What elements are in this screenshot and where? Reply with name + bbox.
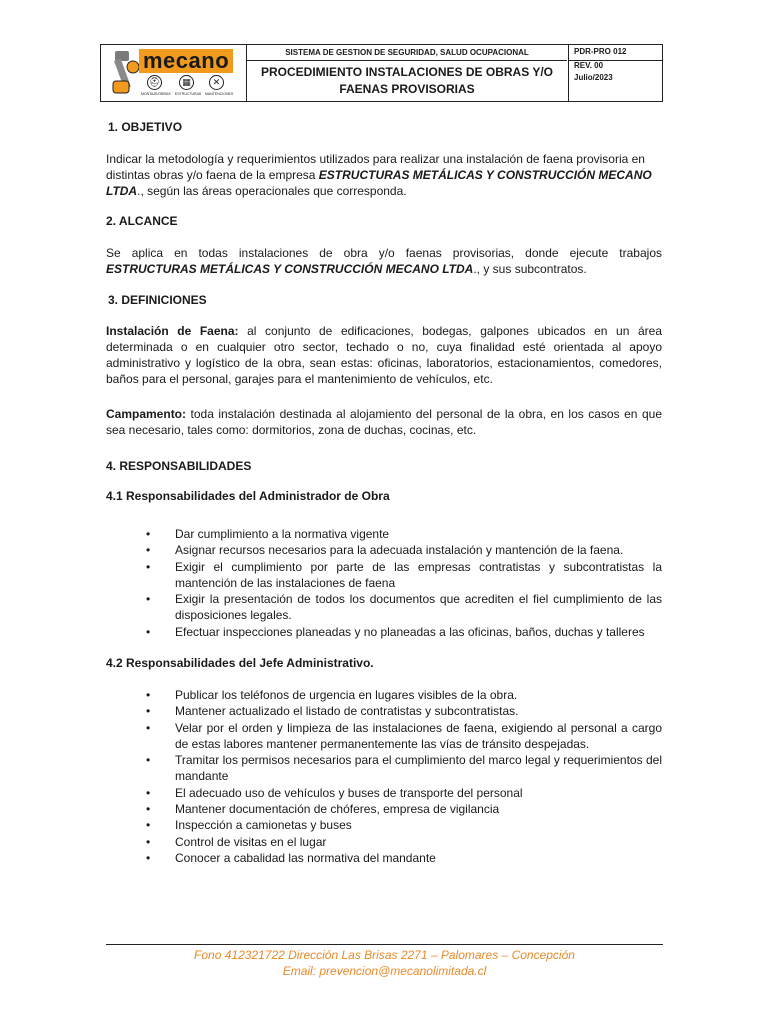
text: ., según las áreas operacionales que corresponda. bbox=[137, 184, 407, 198]
bullet: • bbox=[146, 818, 151, 833]
logo-tag: MANTENCIONES bbox=[205, 92, 234, 96]
list-item bbox=[146, 850, 662, 866]
bullet: • bbox=[146, 720, 151, 735]
logo-wordmark: mecano bbox=[139, 49, 233, 73]
list-item bbox=[146, 801, 662, 817]
definition-campamento bbox=[106, 406, 662, 438]
helmet-icon: ⛑ bbox=[147, 75, 162, 90]
procedure-title-line1: PROCEDIMIENTO INSTALACIONES DE OBRAS Y/O bbox=[260, 65, 554, 79]
logo-tag: ESTRUCTURAS bbox=[175, 92, 202, 96]
list-item-text: El adecuado uso de vehículos y buses de transporte del personal bbox=[175, 785, 523, 800]
bullet: • bbox=[146, 802, 151, 817]
list-item bbox=[146, 559, 662, 592]
document-code: PDR-PRO 012 bbox=[574, 47, 627, 56]
bullet: • bbox=[146, 704, 151, 719]
footer-email: Email: prevencion@mecanolimitada.cl bbox=[282, 964, 487, 978]
bullet: • bbox=[146, 543, 151, 558]
bullet: • bbox=[146, 785, 151, 800]
logo-tags bbox=[141, 92, 241, 98]
term: Campamento: bbox=[106, 407, 187, 421]
list-item-text: Tramitar los permisos necesarios para el cumplimiento del marco legal y requerimientos del mandante bbox=[175, 753, 662, 784]
heading-responsabilidades: 4. RESPONSABILIDADES bbox=[106, 459, 252, 473]
document-control-cell bbox=[568, 45, 663, 101]
list-item bbox=[146, 817, 662, 833]
list-item-text: Dar cumplimiento a la normativa vigente bbox=[175, 527, 390, 541]
heading-jefe-administrativo: 4.2 Responsabilidades del Jefe Administrativo. bbox=[106, 656, 374, 670]
list-item-text: Asignar recursos necesarios para la adecuada instalación y mantención de la faena. bbox=[175, 543, 624, 558]
list-item-text: Efectuar inspecciones planeadas y no planeadas a las oficinas, baños, duchas y talleres bbox=[175, 624, 645, 639]
list-item-text: Inspección a camionetas y buses bbox=[175, 818, 352, 833]
system-title: SISTEMA DE GESTION DE SEGURIDAD, SALUD OCUPACIONAL bbox=[247, 45, 567, 61]
company-name: ESTRUCTURAS METÁLICAS Y CONSTRUCCIÓN MECANO LTDA bbox=[106, 168, 652, 198]
bullet: • bbox=[146, 559, 151, 574]
list-item-text: Exigir la presentación de todos los documentos que acrediten el fiel cumplimiento de las disposiciones legales. bbox=[175, 592, 662, 623]
procedure-title bbox=[247, 61, 567, 101]
tools-icon: ✕ bbox=[209, 75, 224, 90]
text: toda instalación destinada al alojamiento del personal de la obra, en los casos en que sea necesario, tales como: dormitorios, zona de duchas, cocinas, etc. bbox=[106, 407, 662, 437]
footer-divider bbox=[106, 944, 663, 945]
list-item bbox=[146, 542, 662, 558]
list-item bbox=[146, 834, 662, 850]
procedure-title-line2: FAENAS PROVISORIAS bbox=[339, 82, 475, 96]
text: al conjunto de edificaciones, bodegas, galpones ubicados en un área determinada o en cualquier otro sector, techado o no, cuya finalidad esté orientada al apoyo administrativo y logístico de la obra, sean estas: oficinas, laboratorios, estacionamientos, comedores, baños para el personal, garajes para el mantenimiento de vehículos, etc. bbox=[106, 324, 662, 386]
bullet: • bbox=[146, 624, 151, 639]
document-revision: REV. 00 bbox=[574, 61, 604, 70]
list-item bbox=[146, 752, 662, 785]
administrador-list bbox=[146, 526, 662, 640]
bullet: • bbox=[146, 527, 151, 541]
list-item-text: Velar por el orden y limpieza de las instalaciones de faena, exigiendo al personal a cargo de estas labores mantener permanentemente las vías de tránsito despejadas. bbox=[175, 720, 662, 751]
list-item-text: Conocer a cabalidad las normativa del mandante bbox=[175, 850, 436, 865]
alcance-text bbox=[106, 245, 662, 277]
jefe-administrativo-list bbox=[146, 687, 662, 866]
bullet: • bbox=[146, 753, 151, 768]
list-item-text: Mantener actualizado el listado de contratistas y subcontratistas. bbox=[175, 704, 519, 719]
text: Se aplica en todas instalaciones de obra y/o faenas provisorias, donde ejecute trabajos bbox=[106, 246, 662, 260]
document-date: Julio/2023 bbox=[574, 73, 613, 82]
list-item-text: Exigir el cumplimiento por parte de las empresas contratistas y subcontratistas la mantención de las instalaciones de faena bbox=[175, 559, 662, 590]
objetivo-text bbox=[106, 151, 662, 199]
list-item bbox=[146, 703, 662, 719]
heading-alcance: 2. ALCANCE bbox=[106, 214, 178, 228]
text: ., y sus subcontratos. bbox=[473, 262, 587, 276]
list-item bbox=[146, 624, 662, 640]
list-item-text: Control de visitas en el lugar bbox=[175, 834, 327, 849]
company-name: ESTRUCTURAS METÁLICAS Y CONSTRUCCIÓN MECANO LTDA bbox=[106, 262, 474, 276]
bullet: • bbox=[146, 850, 151, 865]
company-logo bbox=[109, 47, 241, 99]
footer-contact: Fono 412321722 Dirección Las Brisas 2271 – Palomares – Concepción bbox=[194, 948, 575, 962]
heading-definiciones: 3. DEFINICIONES bbox=[108, 293, 207, 307]
logo-tag: MONTAJE/OBRAS bbox=[141, 92, 171, 96]
logo-icons bbox=[143, 75, 237, 91]
bullet: • bbox=[146, 834, 151, 849]
bullet: • bbox=[146, 592, 151, 607]
structure-icon: ▦ bbox=[179, 75, 194, 90]
list-item-text: Mantener documentación de chóferes, empresa de vigilancia bbox=[175, 802, 500, 817]
list-item bbox=[146, 785, 662, 801]
list-item bbox=[146, 687, 662, 703]
logo-cell bbox=[101, 45, 247, 101]
page-footer bbox=[106, 947, 663, 979]
list-item-text: Publicar los teléfonos de urgencia en lugares visibles de la obra. bbox=[175, 688, 518, 702]
heading-objetivo: 1. OBJETIVO bbox=[108, 120, 183, 134]
heading-administrador: 4.1 Responsabilidades del Administrador de Obra bbox=[106, 489, 390, 503]
definition-instalacion bbox=[106, 323, 662, 387]
term: Instalación de Faena: bbox=[106, 324, 239, 338]
list-item bbox=[146, 526, 662, 542]
list-item bbox=[146, 591, 662, 624]
bullet: • bbox=[146, 688, 151, 702]
title-cell bbox=[247, 45, 567, 101]
list-item bbox=[146, 720, 662, 753]
document-header bbox=[100, 44, 663, 102]
text: Indicar la metodología y requerimientos utilizados para realizar una instalación de faena provisoria en distintas obras y/o faena de la empresa bbox=[106, 152, 645, 182]
